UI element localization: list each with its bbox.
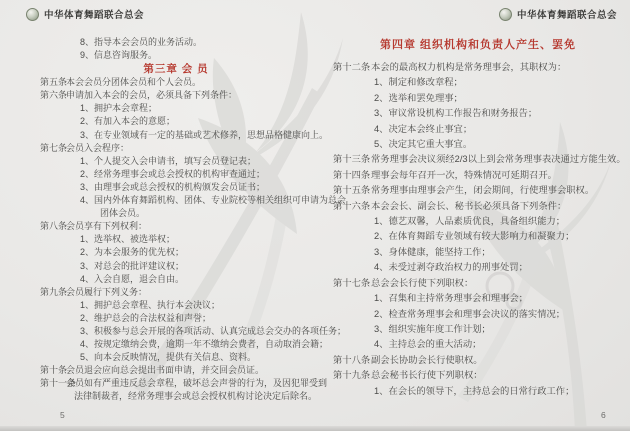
article-text: 1、拥护本会章程； — [80, 103, 158, 114]
article-number — [333, 106, 371, 121]
article-line — [40, 102, 312, 115]
org-logo-icon — [26, 8, 39, 21]
article-number: 第十七条 — [333, 277, 371, 288]
article-text: 3、审议常设机构工作报告和财务报告； — [374, 108, 538, 119]
article-text: 3、积极参与总会开展的各项活动、认真完成总会交办的各项任务； — [80, 325, 347, 336]
article-line — [40, 390, 318, 403]
article-text: 2、有加入本会的意愿； — [80, 116, 176, 127]
article-number — [333, 75, 371, 90]
article-number: 第十一条 — [40, 378, 77, 389]
article-text: 会员履行下列义务： — [66, 286, 148, 297]
article-line — [40, 142, 312, 155]
article-number — [40, 273, 66, 286]
article-number — [333, 337, 371, 352]
article-line — [333, 91, 623, 106]
article-text: 2、经常务理事会或总会授权的机构审查通过； — [80, 168, 266, 179]
article-number: 第十四条 — [333, 169, 371, 180]
article-number: 第十六条 — [333, 200, 371, 211]
chapter-title: 第四章 组织机构和负责人产生、罢免 — [379, 39, 577, 51]
article-text: 会员退会应向总会提出书面申请，并交回会员证。 — [66, 365, 265, 376]
article-number — [40, 351, 66, 364]
article-number — [40, 246, 66, 259]
article-text: 理事会每年召开一次，特殊情况可延期召开。 — [371, 169, 557, 180]
article-line — [40, 260, 312, 273]
article-text: 本会的最高权力机构是常务理事会，其职权为： — [371, 62, 567, 72]
page-bottom-edge — [0, 426, 630, 431]
article-text: 3、在专业领域有一定的基础或艺术修养，思想品格健康向上。 — [80, 129, 329, 140]
article-line — [333, 122, 623, 137]
article-number — [40, 194, 66, 207]
article-number — [333, 137, 371, 152]
article-text: 2、选举和罢免理事； — [374, 92, 463, 103]
article-line — [333, 199, 623, 214]
right-page-number: 6 — [601, 410, 606, 420]
article-text: 1、拥护总会章程、执行本会决议； — [80, 299, 221, 310]
article-number — [40, 181, 66, 194]
article-line — [333, 384, 623, 399]
article-line — [40, 377, 328, 390]
article-line — [40, 273, 312, 286]
article-text: 1、召集和主持常务理事会和理事会； — [374, 293, 528, 304]
article-text: 4、决定本会终止事宜； — [374, 123, 473, 134]
article-line — [333, 152, 626, 167]
article-text: 3、身体健康，能坚持工作； — [374, 246, 491, 257]
article-text: 5、决定其它重大事宜。 — [374, 139, 473, 150]
article-number: 第九条 — [40, 286, 68, 297]
article-line — [333, 168, 623, 183]
article-number: 第十九条 — [333, 370, 371, 381]
article-number — [40, 260, 66, 273]
article-text: 4、未受过剥夺政治权力的刑事处罚； — [374, 262, 528, 273]
article-line — [40, 181, 312, 194]
article-text: 会员享有下列权利： — [66, 221, 148, 232]
article-text: 2、检查常务理事会和理事会决议的落实情况； — [374, 308, 566, 319]
article-line — [333, 291, 623, 306]
article-line — [40, 155, 312, 168]
article-number — [40, 233, 66, 246]
article-text: 1、个人提交入会申请书，填写会员登记表； — [80, 155, 257, 166]
article-number — [333, 322, 371, 337]
article-line — [40, 299, 312, 312]
article-number — [40, 36, 66, 49]
article-text: 3、由理事会或总会授权的机构颁发会员证书； — [80, 181, 266, 192]
article-number: 第十条 — [40, 365, 68, 376]
article-line — [40, 364, 312, 377]
article-text: 本会会长、副会长、秘书长必须具备下列条件： — [371, 200, 567, 211]
article-text: 常务理事由理事会产生，闭会期间，行使理事会职权。 — [371, 185, 595, 196]
article-text: 申请加入本会的会员，必须具备下列条件： — [66, 90, 238, 101]
article-text: 总会秘书长行使下列职权： — [371, 370, 483, 381]
article-text: 4、主持总会的重大活动； — [374, 339, 482, 350]
left-page-number: 5 — [60, 410, 65, 420]
article-number — [40, 102, 66, 115]
article-number: 第十三条 — [333, 154, 371, 165]
article-text: 4、国内外体育舞蹈机构、团体、专业院校等相关组织可申请为总会 — [80, 195, 347, 206]
article-text: 4、按规定缴纳会费，逾期一年不缴纳会费者，自动取消会籍； — [80, 339, 329, 350]
right-page-header — [499, 7, 617, 21]
article-text: 8、指导本会会员的业务活动。 — [80, 37, 203, 47]
article-line — [40, 286, 312, 299]
article-number — [40, 299, 66, 312]
article-number — [333, 122, 371, 137]
article-line — [40, 220, 312, 233]
org-name: 中华体育舞蹈联合总会 — [44, 10, 145, 21]
org-logo-icon — [499, 8, 512, 21]
article-line — [333, 75, 623, 90]
article-line — [333, 60, 623, 75]
article-line — [333, 214, 623, 229]
article-text: 本会会员分团体会员和个人会员。 — [66, 77, 202, 88]
article-line — [333, 245, 623, 260]
article-number — [40, 338, 66, 351]
article-number: 第七条 — [40, 142, 68, 153]
article-line — [333, 337, 623, 352]
article-number — [333, 91, 371, 106]
article-text: 2、在体育舞蹈专业领域有较大影响力和凝聚力； — [374, 231, 575, 242]
right-page-content — [333, 38, 626, 399]
article-text: 常务理事会决议须经2/3以上到会常务理事表决通过方能生效。 — [371, 154, 626, 165]
article-number — [333, 291, 371, 306]
article-text: 1、制定和修改章程； — [374, 77, 463, 88]
article-line — [333, 368, 623, 383]
article-text: 1、选举权、被选举权； — [80, 234, 176, 245]
article-line — [40, 115, 312, 128]
article-line — [40, 338, 329, 351]
article-text: 副会长协助会长行使职权。 — [371, 354, 483, 365]
article-number — [40, 390, 66, 403]
article-text: 总会会长行使下列职权： — [371, 277, 474, 288]
article-text: 2、为本会服务的优先权； — [80, 247, 185, 258]
article-line — [333, 137, 623, 152]
article-line — [40, 246, 312, 259]
article-number — [333, 307, 371, 322]
article-number: 第十二条 — [333, 62, 371, 72]
article-number: 第五条 — [40, 77, 68, 88]
article-line — [40, 76, 312, 89]
article-line — [40, 129, 329, 142]
article-line — [333, 260, 623, 275]
article-number — [40, 129, 66, 142]
article-line — [40, 89, 312, 102]
article-line — [333, 307, 623, 322]
article-number — [40, 312, 66, 325]
article-line — [333, 322, 623, 337]
article-number — [40, 49, 66, 62]
article-line — [333, 353, 623, 368]
article-line — [40, 325, 347, 338]
chapter-title: 第三章 会 员 — [143, 63, 209, 76]
article-number — [40, 325, 66, 338]
article-line — [333, 229, 623, 244]
article-line — [40, 49, 312, 62]
article-number — [333, 245, 371, 260]
article-number — [333, 214, 371, 229]
article-number: 第八条 — [40, 221, 68, 232]
article-number — [40, 115, 66, 128]
article-line — [40, 312, 312, 325]
article-line — [333, 183, 623, 198]
article-line — [333, 106, 623, 121]
article-text: 3、对总会的批评建议权； — [80, 260, 185, 271]
article-text: 3、组织实施年度工作计划； — [374, 323, 491, 334]
article-line — [40, 233, 312, 246]
article-line — [40, 207, 312, 220]
article-number — [40, 168, 66, 181]
article-text: 2、维护总会的合法权益和声誉； — [80, 312, 212, 323]
article-line — [40, 36, 312, 49]
article-number — [40, 155, 66, 168]
article-text: 团体会员。 — [100, 208, 146, 219]
article-number — [333, 229, 371, 244]
article-text: 9、信息咨询服务。 — [80, 50, 158, 61]
article-text: 会员如有严重违反总会章程，破坏总会声誉的行为，及因犯罪受到 — [66, 378, 328, 389]
article-line — [40, 194, 347, 207]
article-number — [333, 260, 371, 275]
article-number: 第十八条 — [333, 354, 371, 365]
article-line — [40, 168, 312, 181]
article-line — [333, 276, 623, 291]
article-text: 会员入会程序： — [66, 142, 130, 153]
article-number: 第六条 — [40, 90, 68, 101]
article-text: 法律制裁者，经常务理事会或总会授权机构讨论决定后除名。 — [74, 391, 318, 402]
article-text: 1、德艺双馨，人品素质优良，具备组织能力； — [374, 216, 566, 227]
article-text: 5、向本会反映情况，提供有关信息、资料。 — [80, 352, 257, 363]
article-number — [333, 384, 371, 399]
article-text: 1、在会长的领导下，主持总会的日常行政工作； — [374, 385, 575, 396]
article-line — [40, 351, 312, 364]
article-number: 第十五条 — [333, 185, 371, 196]
org-name: 中华体育舞蹈联合总会 — [516, 10, 617, 21]
left-page-header — [26, 7, 144, 21]
article-text: 4、入会自愿，退会自由。 — [80, 273, 185, 284]
left-page-content — [40, 36, 347, 404]
article-number — [40, 207, 66, 220]
